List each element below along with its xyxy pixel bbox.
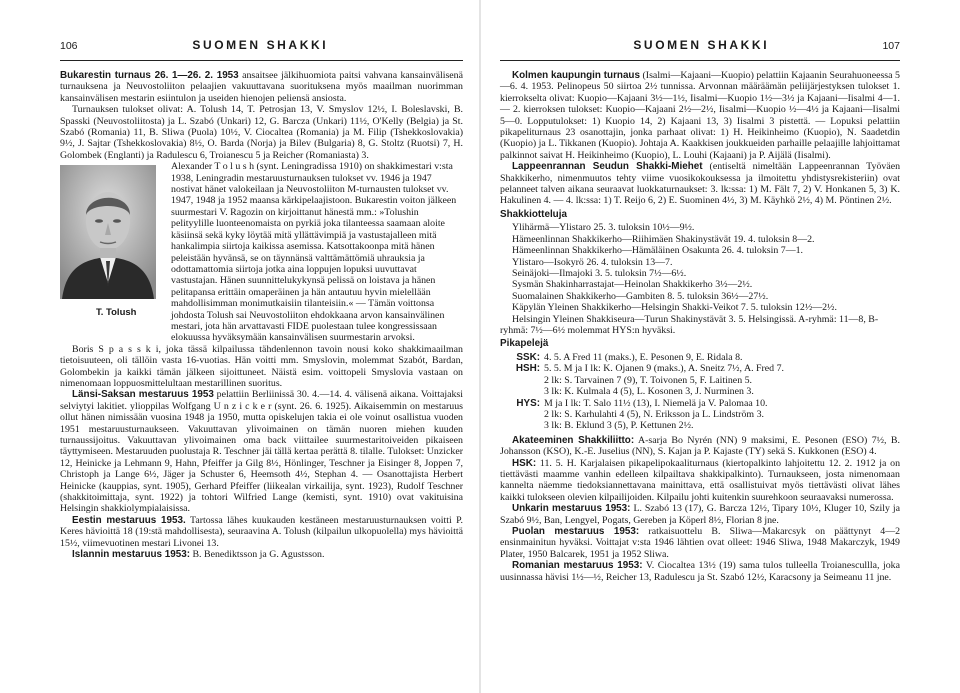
list-item: Hämeenlinnan Shakkikerho—Hämäläinen Osakunta 26. 4. tuloksin 7—1. xyxy=(512,245,803,257)
lappeen-paragraph: Lappeenrannan Seudun Shakki-Miehet (entiseltä nimeltään Lappeenrannan Työväen Shakkikerho, nimenmuutos tehty viime vuosikokouksessa ja ilmoitettu yhdistysrekisteriin) ovat pelanneet talven aikana seuraavat luokkaturnaukset: 3. lk:ssa: 1) M. Fält 7, 2) V. Honkanen 5, 3) K. Hakulinen 4. — 4. lk:ssa: 1) T. Reijo 6, 2) E. Suominen 4½, 3) M. Käyhkö 2½, 4) M. Pöntinen 2½. xyxy=(500,161,901,207)
list-item: Käpylän Yleinen Shakkikerho—Helsingin Shakki-Veikot 7. 5. tuloksin 12½—2½. xyxy=(512,302,837,314)
list-item: HSH: 5. 5. M ja I lk: K. Ojanen 9 (maks.), A. Sneitz 7½, A. Fred 7. xyxy=(515,363,784,375)
running-title: SUOMEN SHAKKI xyxy=(192,38,329,52)
photo-column xyxy=(60,161,171,344)
list-item: SSK: 4. 5. A Fred 11 (maks.), E. Pesonen 9, E. Ridala 8. xyxy=(516,351,743,363)
romania-paragraph: Romanian mestaruus 1953: V. Ciocaltea 13½ (19) sama tulos tulleella Troianescullla, joka uusinnassa hävisi 1½—½, Reicher 13, Radulescu ja St. Szabó 12½, Karacsony ja Seimeanu 11 jne. xyxy=(500,560,900,583)
list-item: 2 lk: S. Karhulahti 4 (5), N. Eriksson ja L. Lindström 3. xyxy=(544,408,764,420)
unkari-heading: Unkarin mestaruus 1953: xyxy=(512,503,631,515)
bukarest-paragraph: Bukarestin turnaus 26. 1—26. 2. 1953 ansaitsee jälkihuomiota paitsi vahvana kansainvälisenä turnauksena ja Neuvostoliiton pelaajien vakuuttavana suorituksena myös maailman nuorimman kansainvälisen mestarin esiintulon ja useiden hienojen peliensä ansiosta. xyxy=(60,70,463,104)
kolmen-paragraph: Kolmen kaupungin turnaus (Isalmi—Kajaani—Kuopio) pelattiin Kajaanin Seurahuoneessa 5—6. 4. 1953. Pelinopeus 50 siirtoa 2½ tunnissa. Arvonnan määräämän peliijärjestyksen tulokset 1. kierrokselta olivat: Kuopio—Kajaani 3½—1½, Iisalmi—Kuopio 1½—3½ ja Kajaani—Iisalmi 4—1. — 2. kierroksen tulokset: Kuopio—Kajaani 2½—2½, Iisalmi—Kuopio ½—4½ ja Kajaani—Iisalmi 5—0. Lopputulokset: 1) Kuopio 14, 2) Kajaani 13, 3) Iisalmi 3 pistettä. — Lopuksi pelattiin pikapeliturnaus 23 osanottajin, jonka parhaat olivat: 1) H. Heikinheimo (Kuopio), N. Saadetdin (Kuopio) ja L. Tikkanen (Kuopio). Johtaja A. Kaakkisen joukkueiden parhaille pelaajille lahjoittamat palkinnot saivat H. Heikinheimo (Kuopio), L. Louhi (Kajaani) ja P. Aijälä (Iisalmi). xyxy=(500,70,900,161)
page-number: 107 xyxy=(882,40,900,52)
tolush-photo-block xyxy=(60,161,463,344)
page-number: 106 xyxy=(60,40,78,52)
puola-heading: Puolan mestaruus 1953: xyxy=(512,526,640,538)
list-item: 3 lk: B. Eklund 3 (5), P. Kettunen 2½. xyxy=(544,420,694,432)
left-page-header xyxy=(60,38,463,61)
pikapeli-heading: Pikapelejä xyxy=(500,338,549,350)
tolush-bio-column xyxy=(171,161,463,344)
right-page-header xyxy=(500,38,900,61)
tolush-portrait xyxy=(60,165,156,299)
list-item: Seinäjoki—Ilmajoki 3. 5. tuloksin 7½—6½. xyxy=(512,268,687,279)
islanti-paragraph: Islannin mestaruus 1953: B. Benediktsson ja G. Agustsson. xyxy=(72,549,325,561)
list-item: 2 lk: S. Tarvainen 7 (9), T. Toivonen 5, F. Laitinen 5. xyxy=(544,374,753,386)
akateem-heading: Akateeminen Shakkiliitto: xyxy=(512,434,635,446)
results-paragraph: Turnauksen tulokset olivat: A. Tolush 14, T. Petrosjan 13, V. Smyslov 12½, I. Boleslavski, B. Spasski (Neuvostoliitosta) ja L. Szabó (Unkari) 12, G. Barcza (Unkari) 11½, O'Kelly (Belgia) ja St. Szabó (Romania) 11, B. Sliwa (Puola) 10½, V. Ciocaltea (Romania) ja M. Filip (Tshekkoslovakia) 9½, J. Sajtar (Tshekkoslovakia) 8½, O. Barda (Norja) ja Bilev (Bulgaria) 8, G. Stoltz (Ruotsi) 7, H. Golombek (Englanti) ja Radulescu 6, Troianescu 5 ja Reicher (Romaniasta) 3. xyxy=(60,104,463,161)
kolmen-heading: Kolmen kaupungin turnaus xyxy=(512,70,640,81)
romania-heading: Romanian mestaruus 1953: xyxy=(512,560,643,572)
eesti-heading: Eestin mestaruus 1953. xyxy=(72,514,186,526)
lansi-heading: Länsi-Saksan mestaruus 1953 xyxy=(72,389,214,401)
ottelu-heading: Shakkiotteluja xyxy=(500,208,567,220)
akateem-paragraph: Akateeminen Shakkiliitto: A-sarja Bo Nyrén (NN) 9 maksimi, E. Pesonen (ESO) 7½, B. Johansson (KSO), K.-E. Juselius (NN), S. Kajan ja P. Kajaste (TY) sekä S. Kukkonen (ESO) 4. xyxy=(500,434,900,458)
lappeen-heading: Lappeenrannan Seudun Shakki-Miehet xyxy=(512,161,703,173)
bukarest-heading: Bukarestin turnaus 26. 1—26. 2. 1953 xyxy=(60,70,239,81)
unkari-paragraph: Unkarin mestaruus 1953: L. Szabó 13 (17), G. Barcza 12½, Tipary 10½, Kluger 10, Szily ja Szabó 9½, Ban, Lengyel, Pogats, Gereben ja Köperl 8½, Florian 8 jne. xyxy=(500,503,900,526)
pikapeli-list xyxy=(500,352,900,432)
eesti-paragraph: Eestin mestaruus 1953. Tartossa lähes kuukauden kestäneen mestaruusturnauksen voitti P. Keres hävioittä 18 (19:stä mahdollisesta), seuraavina A. Tolush (kilpailun ulkopuolella) mys hävioittä 15½, viimevuotinen mestari Livonei 13. xyxy=(60,514,463,549)
list-item: 3 lk: K. Kulmala 4 (5), L. Kosonen 3, J. Nurminen 3. xyxy=(544,386,754,398)
tolush-paragraph: Alexander T o l u s h (synt. Leningradissa 1910) on shakkimestari v:sta 1938, Leningradin mestaruusturnauksen tulokset vv. 1946 ja 1947 nostivat hänet valokeilaan ja Neuvostoliiton M-turnausten tulokset vv. 1947, 1948 ja 1952 maansa kärkipelaajistoon. Bukarestin voiton jälkeen suurmestari V. Ragozin on kirjoittanut hänestä mm.: »Tolushin pelityylille luonteenomaista on pyrkiä joka tilanteessa saamaan aloite käsiinsä sekä kyky löytää mitä yllättävimpiä ja vastustajalleen mitä hankalimpia siirtoja kaikissa asemissa. Katsottakoonpa mitä hänen peleistään hyvänsä, se on täynnänsä valttämättömiä uhrauksia ja odottamattomia siirtoja jotka aina loppujen lopuksi uuvuttavat vastustajan. Hänen suunnittelukykynsä pelissä on loistava ja hänen pelitapansa erittäin omaperäinen ja hän antautuu hyvin mielellään mahdollisimman monimutkaisiin tilanteisiin.« — Tämän voittonsa johdosta Tolush sai Neuvostoliiton ehdokkaana arvon kansainvälinen mestari, jota hän arvattavasti FIDE puolestaan tulee kongressissaan elokuussa hyväksymään kansainvälisen suurmestarin arvoksi. xyxy=(171,161,457,344)
running-title: SUOMEN SHAKKI xyxy=(633,38,770,52)
puola-paragraph: Puolan mestaruus 1953: ratkaisuottelu B. Sliwa—Makarcsyk on päättynyt 4—2 ensinmainitun hyväksi. Voittajat v:sta 1946 lähtien ovat olleet: 1946 Sliwa, 1948 Makarczyk, 1949 Plater, 1950 Balcarek, 1951 ja 1952 Sliwa. xyxy=(500,526,901,560)
photo-caption: T. Tolush xyxy=(96,307,137,319)
portrait-image xyxy=(60,165,156,299)
list-item: Suomalainen Shakkikerho—Gambiten 8. 5. tuloksin 36½—27½. xyxy=(512,290,769,302)
list-item: HYS: M ja I lk: T. Salo 11½ (13), I. Niemelä ja V. Palomaa 10. xyxy=(516,397,768,409)
lansi-paragraph: Länsi-Saksan mestaruus 1953 pelattiin Berliinissä 30. 4.—14. 4. välisenä aikana. Voittajaksi selviytyi lakitiet. ylioppilas Wolfgang U n z i c k e r (synt. 26. 6. 1925). Aikaisemmin on mestaruus ollut hänen nimissään vuosina 1948 ja 1950, mutta opiskelujen takia ei ole voinut osallistua vuoden 1951 mestaruusturnaukseen. Vakuuttavan ylivoimainen on tämän nuoren miehen kuuden turnaussijoitus. Vakuuttavan ylivoimainen oma back viittailee suurmestaritoiveiden pikaiseen täyttymiseen. Mestaruuden puolustaja R. Teschner jäi tällä kertaa perättä 8. tilalle. Tulokset: Unzicker 12, Heinicke ja Lehmann 9, Hahn, Pfeiffer ja Gilg 8½, Hönlinger, Teschner ja Eisinger 8, Joppen 7, Christoph ja Lange 6½, Jäger ja Schuster 6, Heemsoth 4½, Stephan 4. — Osanottajista Herbert Heinicke (kauppias, synt. 1905), Gerhard Pfeiffer (liikealan virkailija, synt. 1923), Rudolf Teschner (shakkitoimittaja, synt. 1922) ja tohtori Wilfried Lange (kemisti, synt. 1910) ovat vakituisina Helsingin shakkiolympialaisissa. xyxy=(60,389,463,515)
hsk-label: HSK: xyxy=(512,457,537,469)
list-item: Hämeenlinnan Shakkikerho—Riihimäen Shakinystävät 19. 4. tuloksin 8—2. xyxy=(512,233,815,245)
list-item: Helsingin Yleinen Shakkiseura—Turun Shakinystävät 3. 5. Helsingissä. A-ryhmä: 11—8, B-ryhmä: 7½—6½ molemmat HYS:n hyväksi. xyxy=(500,313,879,337)
hsk-paragraph: HSK: 11. 5. H. Karjalaisen pikapelipokaaliturnaus (kiertopalkinto lahjoitettu 12. 2. 1912 ja on tiettävästi maamme vanhin edelleen kilpailtava shakkipalkinto). Turnaukseen, josta nimenomaan kannelta näemme tiedoksiannettavana mainittava, että osallistuivat myös tiettävästi olivat lähes kaikki tulokseen olevien kilpailijoiden. Kilpailu johti kuitenkin suurehkoon seuraavaksi numerossa. xyxy=(500,457,901,503)
islanti-heading: Islannin mestaruus 1953: xyxy=(72,549,190,561)
right-page xyxy=(480,0,960,693)
ottelu-list xyxy=(500,222,900,336)
list-item: Sysmän Shakinharrastajat—Heinolan Shakkikerho 3½—2½. xyxy=(512,279,753,291)
spasski-paragraph: Boris S p a s s k i, joka tässä kilpailussa tähdenlennon tavoin nousi koko shakkimaailman tietoisuuteen, oli tällöin vasta 16-vuotias. Hän voitti mm. Smyslovin, molemmat Szabót, Bardan, Golombekin ja kaikki tämän jälkeen sijoittuneet. Näistä esim. voittopeli Smyslovia vastaan on nimenomaan loppuosmittelultaan mestarillinen suoritus. xyxy=(60,343,463,389)
list-item: Ylihärmä—Ylistaro 25. 3. tuloksin 10½—9½. xyxy=(512,222,695,234)
list-item: Ylistaro—Isokyrö 26. 4. tuloksin 13—7. xyxy=(512,256,673,268)
